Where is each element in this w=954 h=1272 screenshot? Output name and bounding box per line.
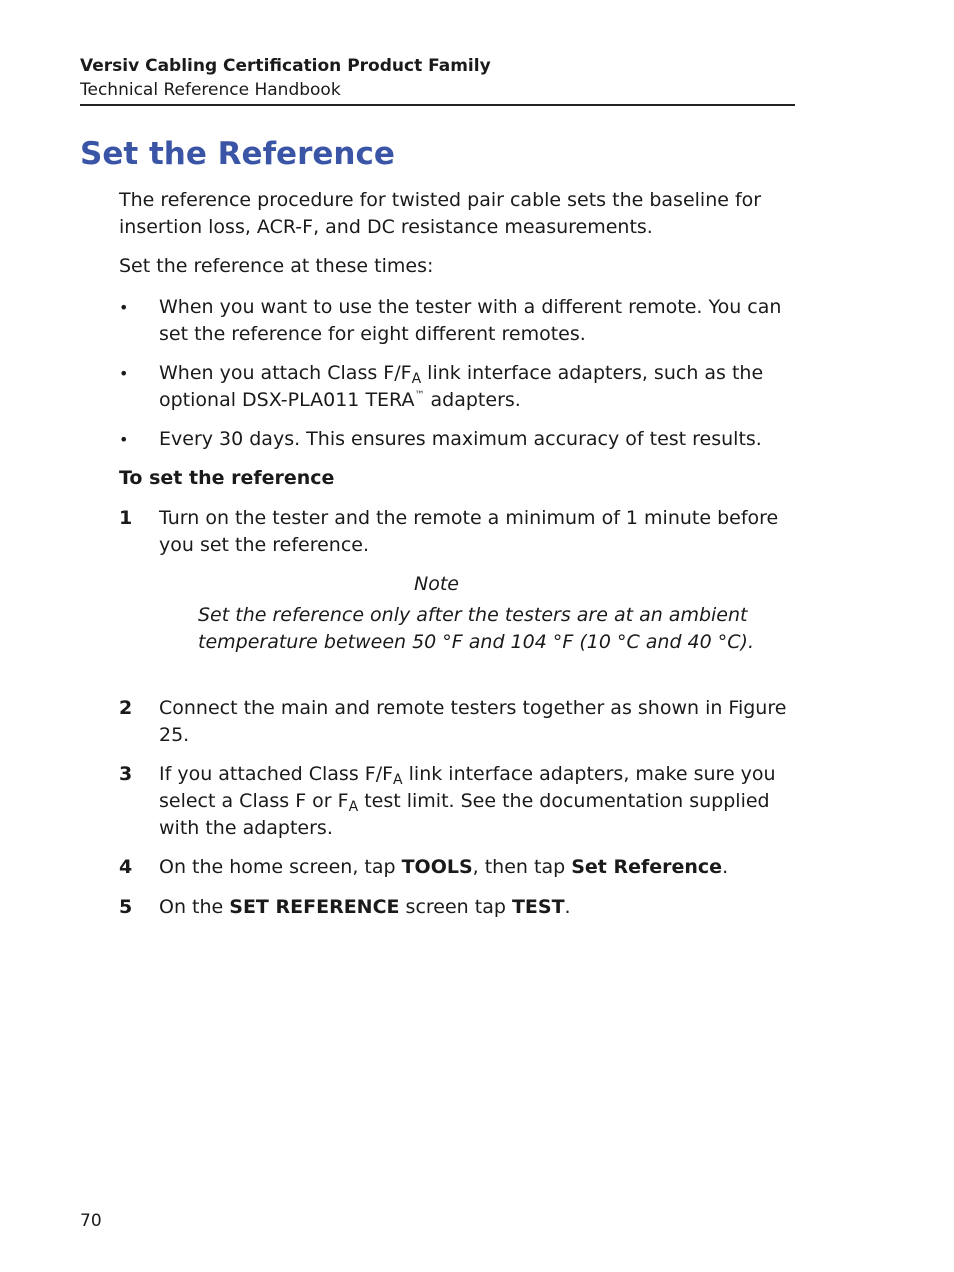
step-number: 4	[119, 856, 133, 878]
step-text: Connect the main and remote testers together as shown in Figure 25.	[159, 697, 787, 746]
step-text: If you attached Class $F/F_A$ link interface adapters, make sure you select a Class F or $F_A$ test limit. See the documentation supplied with the adapters.	[159, 763, 776, 839]
note-body: Set the reference only after the testers are at an ambient temperature between 50 °F and 104 °F (10 °C and 40 °C).	[198, 604, 754, 653]
procedure-heading: To set the reference	[119, 467, 335, 489]
bullet-every-30-days	[119, 426, 799, 453]
step-5	[119, 894, 799, 921]
step-text: On the home screen, tap TOOLS, then tap Set Reference.	[159, 856, 729, 878]
page-number: 70	[80, 1211, 102, 1231]
step-3	[119, 761, 799, 842]
bullet-text: When you want to use the tester with a different remote. You can set the reference for eight different remotes.	[159, 296, 782, 345]
step-number: 3	[119, 763, 133, 785]
header-handbook-title: Technical Reference Handbook	[80, 80, 341, 100]
bullet-marker: •	[119, 298, 129, 317]
step-text: On the SET REFERENCE screen tap TEST.	[159, 896, 571, 918]
intro-paragraph: The reference procedure for twisted pair cable sets the baseline for insertion loss, ACR-F, and DC resistance measurements.	[119, 189, 762, 238]
bullet-text: When you attach Class $F/F_A$ link interface adapters, such as the optional DSX-PLA011 TERA™ adapters.	[159, 362, 764, 411]
bullet-different-remote	[119, 294, 799, 348]
step-number: 1	[119, 507, 133, 529]
step-2	[119, 695, 799, 749]
header-product-family: Versiv Cabling Certification Product Family	[80, 56, 491, 76]
step-number: 2	[119, 697, 133, 719]
section-title: Set the Reference	[80, 136, 395, 172]
bullet-text: Every 30 days. This ensures maximum accuracy of test results.	[159, 428, 762, 450]
bullet-attach-adapters	[119, 360, 799, 414]
running-header	[80, 54, 795, 106]
bullet-marker: •	[119, 364, 129, 383]
times-intro-paragraph: Set the reference at these times:	[119, 255, 434, 277]
bullet-marker: •	[119, 430, 129, 449]
step-4	[119, 854, 799, 881]
step-1	[119, 505, 799, 559]
step-number: 5	[119, 896, 133, 918]
note-title: Note	[414, 573, 459, 595]
step-text: Turn on the tester and the remote a minimum of 1 minute before you set the reference.	[159, 507, 779, 556]
